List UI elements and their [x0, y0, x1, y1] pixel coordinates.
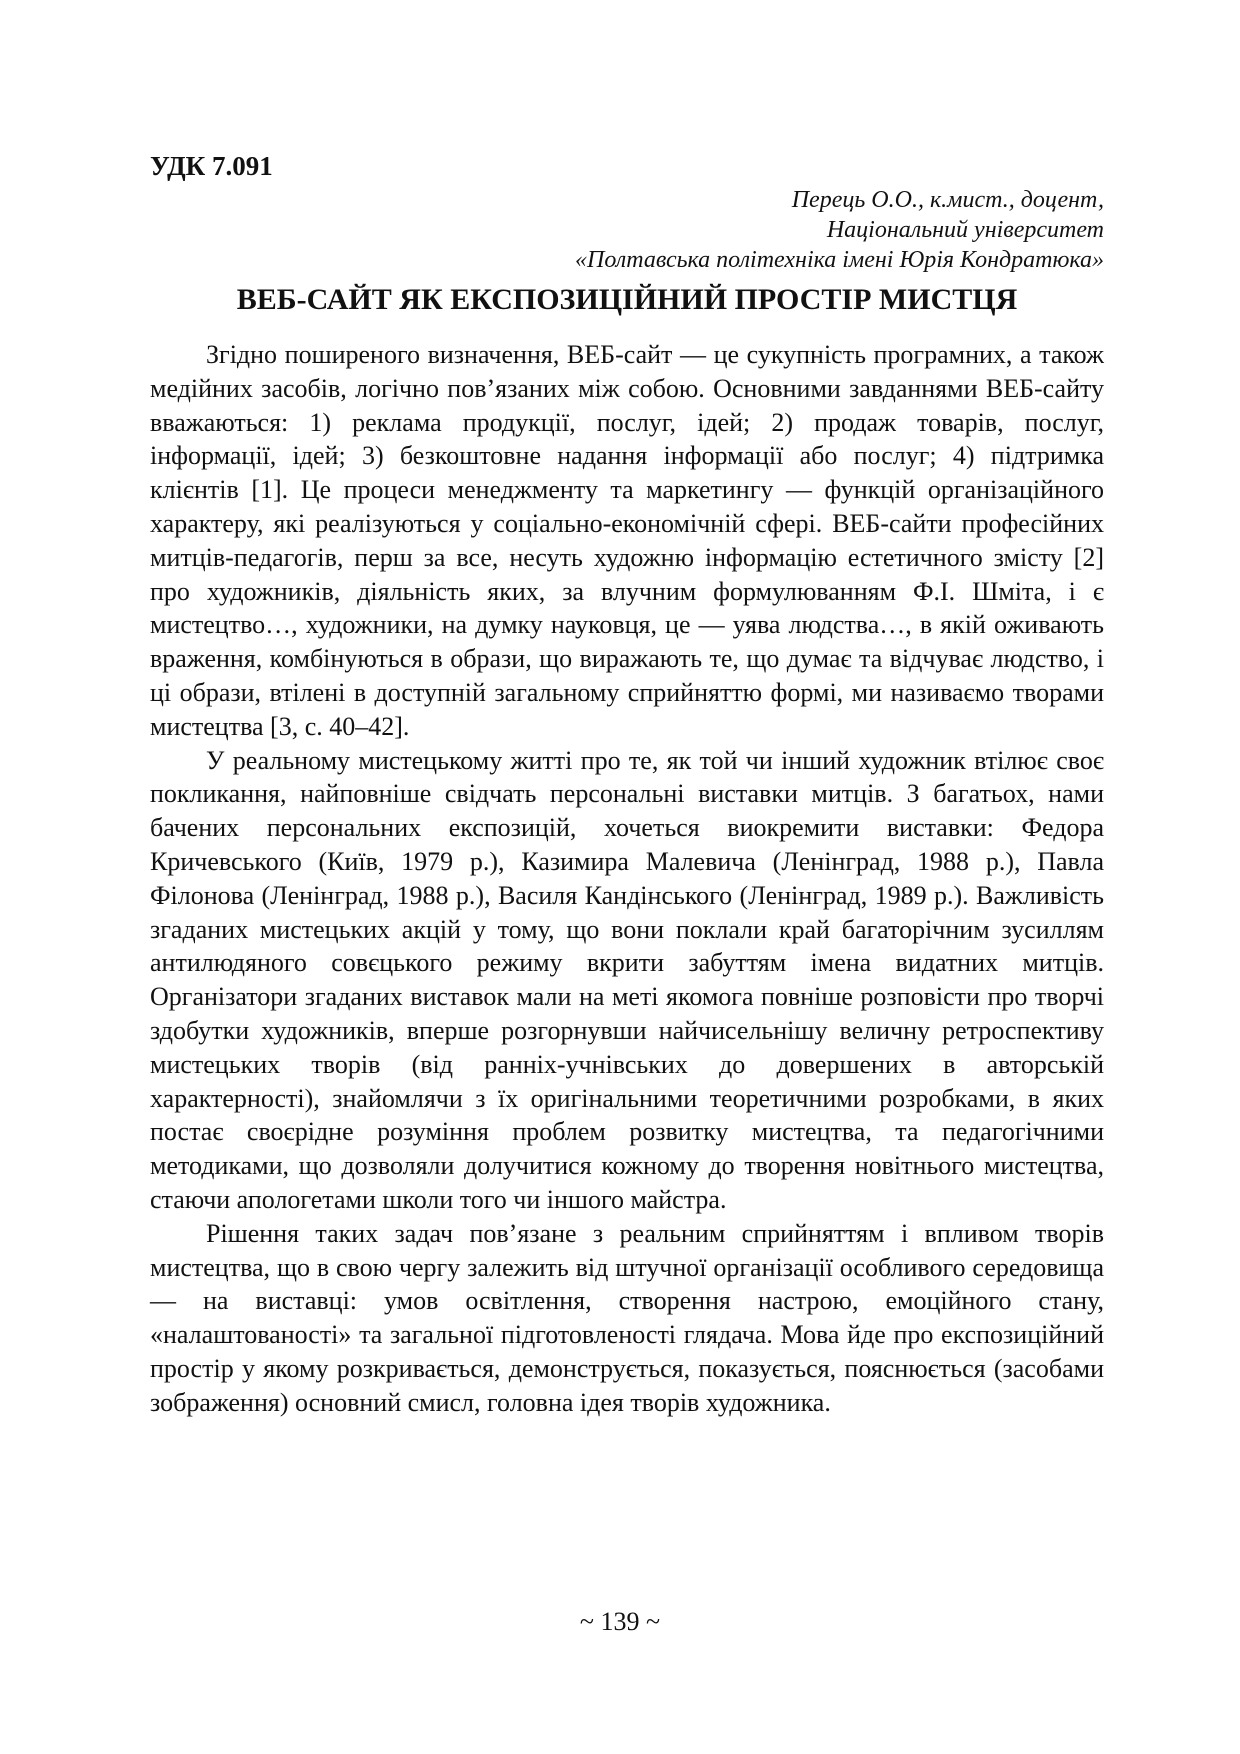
paragraph-2: У реальному мистецькому житті про те, як той чи інший художник втілює своє покликання, найповніше свідчать персональні виставки митців. З багатьох, нами бачених персональних експозицій, хочеться виокремити виставки: Федора Кричевського (Київ, 1979 р.), Казимира Малевича (Ленінград, 1988 р.), Павла Філонова (Ленінград, 1988 р.), Василя Кандінського (Ленінград, 1989 р.). Важливість згаданих мистецьких акцій у тому, що вони поклали край багаторічним зусиллям антилюдяного совєцького режиму вкрити забуттям імена видатних митців. Організатори згаданих виставок мали на меті якомога повніше розповісти про творчі здобутки художників, вперше розгорнувши найчисельнішу величну ретроспективу мистецьких творів (від ранніх-учнівських до довершених в авторській характерності), знайомлячи з їх оригінальними теоретичними розробками, в яких постає своєрідне розуміння проблем розвитку мистецтва, та педагогічними методиками, що дозволяли долучитися кожному до творення новітнього мистецтва, стаючи апологетами школи того чи іншого майстра. [150, 745, 1104, 1214]
paragraph-3: Рішення таких задач пов’язане з реальним сприйняттям і впливом творів мистецтва, що в свою чергу залежить від штучної організації особливого середовища — на виставці: умов освітлення, створення настрою, емоційного стану, «налаштованості» та загальної підготовленості глядача. Мова йде про експозиційний простір у якому розкривається, демонструється, показується, пояснюється (засобами зображення) основний смисл, головна ідея творів художника. [150, 1218, 1104, 1417]
article-body [150, 338, 1104, 1420]
udk-code: УДК 7.091 [150, 151, 273, 181]
article-title: ВЕБ-САЙТ ЯК ЕКСПОЗИЦІЙНИЙ ПРОСТІР МИСТЦЯ [236, 283, 1018, 316]
university-name-line: «Полтавська політехніка імені Юрія Кондратюка» [575, 247, 1104, 273]
university-line: Національний університет [826, 217, 1104, 243]
author-affiliation [404, 185, 1104, 275]
author-name-line: Перець О.О., к.мист., доцент, [791, 187, 1104, 213]
paragraph-1: Згідно поширеного визначення, ВЕБ-сайт — це сукупність програмних, а також медійних засобів, логічно пов’язаних між собою. Основними завданнями ВЕБ-сайту вважаються: 1) реклама продукції, послуг, ідей; 2) продаж товарів, послуг, інформації, ідей; 3) безкоштовне надання інформації або послуг; 4) підтримка клієнтів [1]. Це процеси менеджменту та маркетингу — функцій організаційного характеру, які реалізуються у соціально-економічній сфері. ВЕБ-сайти професійних митців-педагогів, перш за все, несуть художню інформацію естетичного змісту [2] про художників, діяльність яких, за влучним формулюванням Ф.І. Шміта, і є мистецтво…, художники, на думку науковця, це — уява людства…, в якій оживають враження, комбінуються в образи, що виражають те, що думає та відчуває людство, і ці образи, втілені в доступній загальному сприйняттю формі, ми називаємо творами мистецтва [3, с. 40–42]. [150, 340, 1104, 741]
page-number: ~ 139 ~ [579, 1607, 661, 1636]
